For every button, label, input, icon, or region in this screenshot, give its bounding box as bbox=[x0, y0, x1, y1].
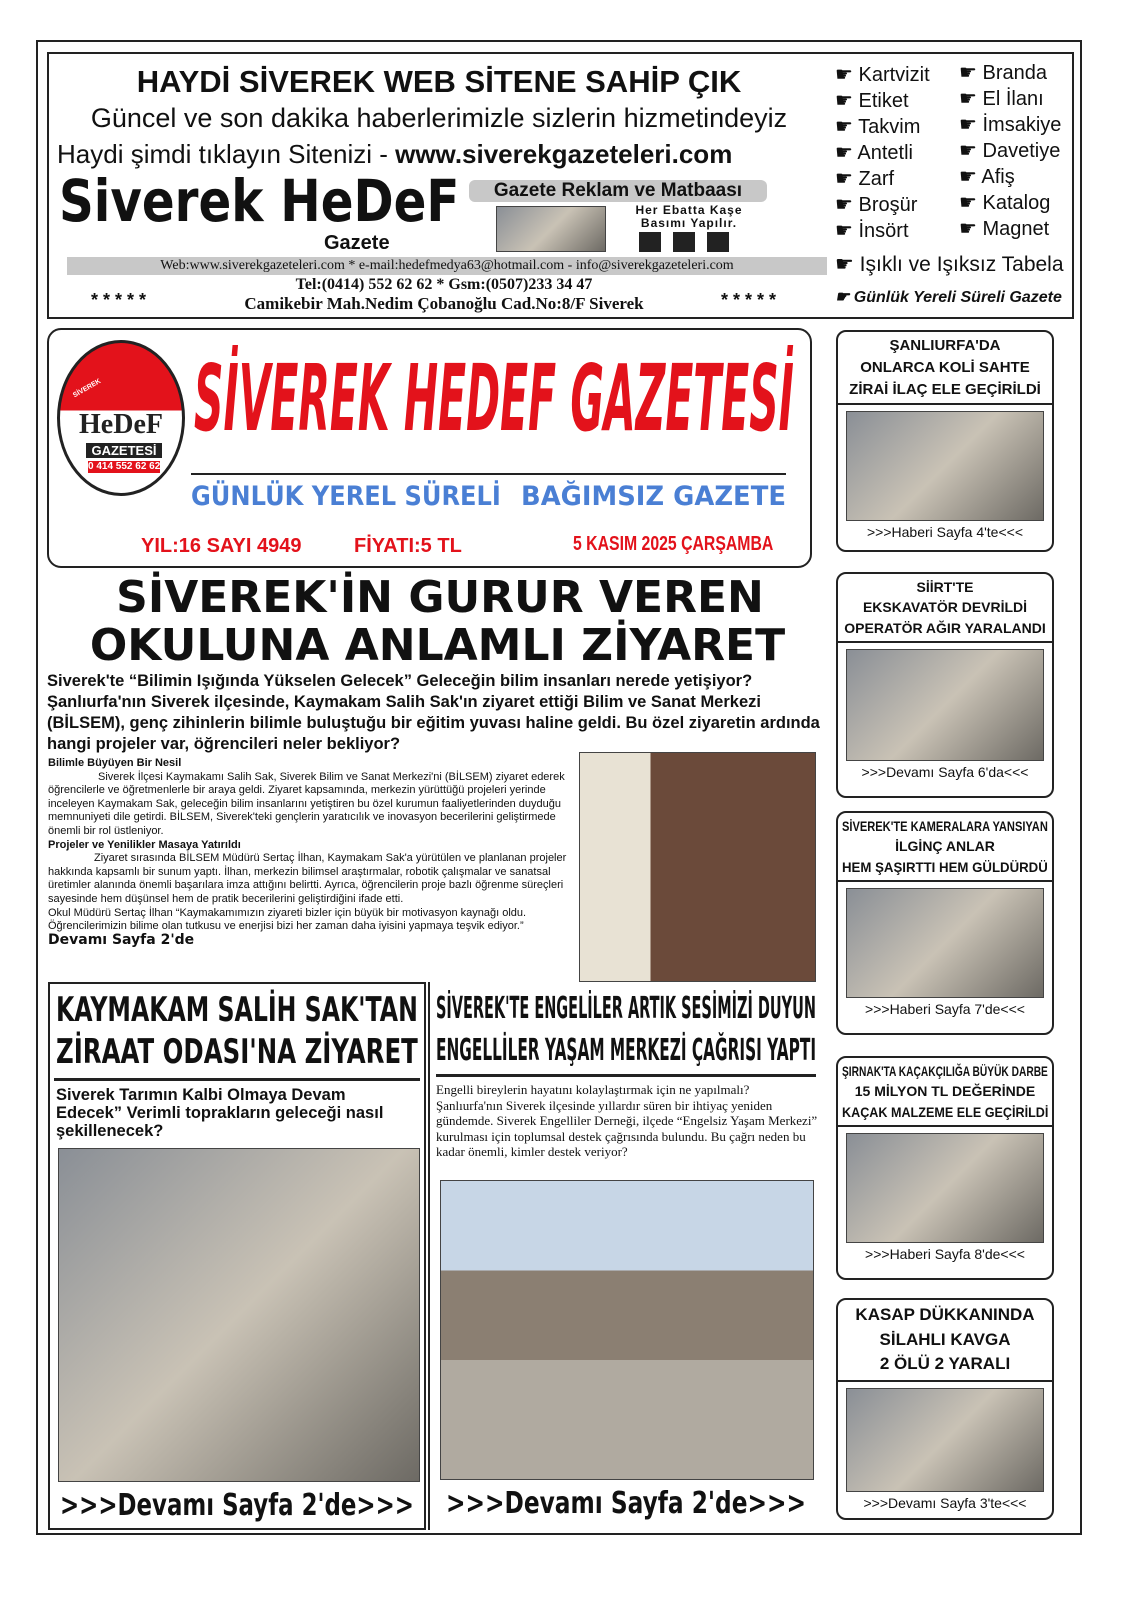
story-2-title-2: ZİRAAT ODASI'NA ZİYARET bbox=[56, 1032, 418, 1072]
masthead-rule bbox=[191, 473, 786, 475]
ad-contact-web: Web:www.siverekgazeteleri.com * e-mail:hedefmedya63@hotmail.com - info@siverekgazeteleri.com bbox=[160, 258, 734, 273]
lead-subheading: Projeler ve Yenilikler Masaya Yatırıldı bbox=[48, 838, 241, 851]
story-2-photo bbox=[58, 1148, 420, 1482]
story-2 bbox=[48, 982, 426, 1530]
side-story-more-link[interactable]: >>>Haberi Sayfa 7'de<<< bbox=[865, 1000, 1025, 1017]
service-sign: ☛ Işıklı ve Işıksız Tabela bbox=[835, 253, 1064, 276]
side-story-photo bbox=[846, 888, 1044, 998]
side-story-title: ŞANLIURFA'DA ONLARCA KOLİ SAHTE ZİRAİ İLAÇ ELE GEÇİRİLDİ bbox=[838, 332, 1052, 405]
lead-paragraph: Okul Müdürü Sertaç İlhan “Kaymakamımızın ziyareti bizler için büyük bir motivasyon kaynağı oldu. Öğrencilerimizin bilime olan tutkusu ve enerjisi bizi her zaman daha iyisini yapmaya teşvik ediyor.” bbox=[48, 906, 527, 933]
side-story-photo bbox=[846, 411, 1044, 521]
story-3-more-link[interactable]: >>>Devamı Sayfa 2'de>>> bbox=[446, 1486, 806, 1521]
story-2-more-link[interactable]: >>>Devamı Sayfa 2'de>>> bbox=[60, 1488, 414, 1523]
ad-cta: Haydi şimdi tıklayın Sitenizi - bbox=[57, 139, 396, 169]
ad-cta-line bbox=[57, 139, 732, 169]
masthead bbox=[47, 328, 812, 568]
lead-subheading: Bilimle Büyüyen Bir Nesil bbox=[48, 757, 182, 769]
side-story-4[interactable] bbox=[836, 1056, 1054, 1280]
service-item: ☛ El İlanı bbox=[959, 88, 1044, 110]
side-story-more-link[interactable]: >>>Haberi Sayfa 4'te<<< bbox=[866, 524, 1023, 541]
ad-headline: HAYDİ SİVEREK WEB SİTENE SAHİP ÇIK bbox=[136, 64, 742, 99]
service-item: ☛ Antetli bbox=[835, 142, 913, 164]
side-story-photo bbox=[846, 649, 1044, 761]
side-story-3[interactable] bbox=[836, 811, 1054, 1035]
issue-date: 5 KASIM 2025 ÇARŞAMBA bbox=[573, 533, 774, 555]
column-divider bbox=[428, 982, 430, 1530]
logo-phone: 0 414 552 62 62 bbox=[88, 461, 161, 472]
lead-title-1: SİVEREK'İN GURUR VEREN bbox=[116, 572, 764, 623]
logo-bottom-text: GAZETESİ bbox=[86, 443, 162, 458]
service-item: ☛ Branda bbox=[959, 62, 1047, 84]
service-item: ☛ İnsört bbox=[835, 220, 909, 242]
side-story-title: KASAP DÜKKANINDA SİLAHLI KAVGA 2 ÖLÜ 2 YARALI bbox=[838, 1300, 1052, 1382]
ad-print-note1: Her Ebatta Kaşe bbox=[635, 203, 743, 217]
service-item: ☛ Zarf bbox=[835, 168, 895, 190]
story-3-intro: Engelli bireylerin hayatını kolaylaştırmak için ne yapılmalı? Şanlıurfa'nın Siverek ilçesinde yıllardır süren bir ihtiyaç yeniden gündemde. Siverek Engelliler Derneği, ilçede “Engelsiz Yaşam Merkezi” kurulması için toplumsal destek çağrısında bulundu. Bu çağrı neden bu kadar önemli, kimler destek veriyor? bbox=[436, 1082, 818, 1159]
logo-top-text: HeDeF bbox=[79, 409, 163, 440]
side-story-title: ŞIRNAK'TA KAÇAKÇILIĞA BÜYÜK DARBE 15 MİLYON TL DEĞERİNDE KAÇAK MALZEME ELE GEÇİRİLDİ bbox=[838, 1058, 1052, 1127]
service-item: ☛ Etiket bbox=[835, 90, 909, 112]
story-3-title-2: ENGELLİLER YAŞAM MERKEZİ ÇAĞRISI YAPTI bbox=[436, 1033, 817, 1068]
ad-brand: Siverek HeDeF bbox=[59, 167, 460, 235]
service-item: ☛ Takvim bbox=[835, 116, 921, 138]
stamp-icons bbox=[639, 232, 739, 252]
side-story-title: SİİRT'TE EKSKAVATÖR DEVRİLDİ OPERATÖR AĞIR YARALANDI bbox=[838, 574, 1052, 643]
logo-side-text: SİVEREK bbox=[72, 377, 103, 400]
service-item: ☛ Afiş bbox=[959, 166, 1015, 188]
service-item: ☛ Davetiye bbox=[959, 140, 1061, 162]
service-item: ☛ Katalog bbox=[959, 192, 1051, 214]
service-item: ☛ İmsakiye bbox=[959, 114, 1062, 136]
printing-press-image bbox=[496, 206, 606, 252]
lead-photo bbox=[579, 752, 816, 982]
masthead-tagline-1: GÜNLÜK YEREL SÜRELİ bbox=[191, 481, 501, 512]
service-item: ☛ Kartvizit bbox=[835, 64, 930, 86]
services-left bbox=[835, 62, 953, 244]
lead-paragraph: Ziyaret sırasında BİLSEM Müdürü Sertaç İlhan, Kaymakam Sak'a yürütülen ve planlanan projeler hakkında kapsamlı bir sunum yaptı. İlhan, merkezin bilimsel araştırmalar, robotik çalışmalar ve sanatsal üretimler alanında önemli başarılara imza attığını belirtti. Ayrıca, öğrencilerin proje bazlı öğrenme süreçleri sayesinde hem düşünsel hem de pratik becerilerini geliştirdiğini ifade etti. bbox=[48, 852, 567, 905]
issue-number: YIL:16 SAYI 4949 bbox=[141, 535, 302, 557]
ad-banner bbox=[47, 52, 1074, 319]
side-story-more-link[interactable]: >>>Devamı Sayfa 3'te<<< bbox=[863, 1494, 1027, 1511]
story-2-intro: Siverek Tarımın Kalbi Olmaya Devam Edecek” Verimli toprakların geleceği nasıl şekillenecek? bbox=[56, 1086, 384, 1140]
lead-more-link[interactable]: Devamı Sayfa 2'de bbox=[48, 931, 195, 948]
lead-paragraph-last bbox=[48, 907, 574, 949]
service-tagline: ☛ Günlük Yereli Süreli Gazete bbox=[835, 289, 1062, 306]
ad-brand-sub: Gazete bbox=[324, 232, 390, 254]
side-story-2[interactable] bbox=[836, 572, 1054, 798]
story-2-title-1: KAYMAKAM SALİH SAK'TAN bbox=[56, 990, 418, 1030]
issue-price: FİYATI:5 TL bbox=[354, 535, 462, 557]
stars-left: * * * * * bbox=[91, 290, 147, 310]
side-story-more-link[interactable]: >>>Devamı Sayfa 6'da<<< bbox=[861, 763, 1029, 780]
masthead-title: SİVEREK HEDEF GAZETESİ bbox=[194, 345, 794, 452]
lead-intro: Siverek'te “Bilimin Işığında Yükselen Gelecek” Geleceğin bilim insanları nerede yetişiyor? Şanlıurfa'nın Siverek ilçesinde, Kaymakam Salih Sak'ın ziyaret ettiği Bilim ve Sanat Merkezi (BİLSEM), genç zihinlerin bilimle buluştuğu bir eğitim yuvası haline geldi. Bu özel ziyaretin ardında hangi projeler var, öğrencileri neler bekliyor? bbox=[47, 672, 820, 753]
lead-body bbox=[48, 757, 574, 948]
story-3-photo bbox=[440, 1180, 814, 1480]
lead-paragraph: Siverek İlçesi Kaymakamı Salih Sak, Siverek Bilim ve Sanat Merkezi'ni (BİLSEM) ziyaret ederek öğrencilerle ve öğretmenlerle bir araya geldi. Ziyaret kapsamında, merkezin yürüttüğü projeleri yerinde inceleyen Kaymakam Sak, geleceğin bilim insanlarını yetiştiren bu özel kurumun faaliyetlerinden duyduğu memnuniyeti dile getirdi. BİLSEM, Siverek'teki gençlerin yaratıcılık ve inovasyon becerilerini geliştirmede önemli bir rol üstleniyor. bbox=[48, 770, 565, 837]
ad-print-note2: Basımı Yapılır. bbox=[640, 216, 738, 230]
masthead-logo bbox=[57, 340, 185, 496]
story-3 bbox=[432, 982, 820, 1530]
side-story-more-link[interactable]: >>>Haberi Sayfa 8'de<<< bbox=[865, 1245, 1025, 1262]
side-story-1[interactable] bbox=[836, 330, 1054, 552]
ad-contact-address: Camikebir Mah.Nedim Çobanoğlu Cad.No:8/F Siverek bbox=[244, 294, 644, 313]
ad-url[interactable]: www.siverekgazeteleri.com bbox=[395, 139, 733, 169]
side-story-photo bbox=[846, 1133, 1044, 1243]
ad-subline: Güncel ve son dakika haberlerimizle sizlerin hizmetindeyiz bbox=[90, 103, 788, 133]
masthead-tagline-2: BAĞIMSIZ GAZETE bbox=[521, 481, 786, 512]
service-item: ☛ Magnet bbox=[959, 218, 1050, 240]
side-story-photo bbox=[846, 1388, 1044, 1492]
lead-title-2: OKULUNA ANLAMLI ZİYARET bbox=[89, 620, 786, 671]
story-3-title-1: SİVEREK'TE ENGELİLER ARTIK SESİMİZİ DUYUN bbox=[436, 991, 816, 1026]
side-story-title: SİVEREK'TE KAMERALARA YANSIYAN İLGİNÇ ANLAR HEM ŞAŞIRTTI HEM GÜLDÜRDÜ bbox=[838, 813, 1052, 882]
service-item: ☛ Broşür bbox=[835, 194, 918, 216]
ad-contact-tel: Tel:(0414) 552 62 62 * Gsm:(0507)233 34 47 bbox=[295, 276, 593, 293]
divider bbox=[54, 1078, 420, 1081]
services-right bbox=[959, 60, 1073, 242]
side-story-5[interactable] bbox=[836, 1298, 1054, 1520]
stars-right: * * * * * bbox=[721, 290, 777, 310]
ad-print-title: Gazete Reklam ve Matbaası bbox=[493, 180, 743, 201]
divider bbox=[436, 1074, 816, 1077]
